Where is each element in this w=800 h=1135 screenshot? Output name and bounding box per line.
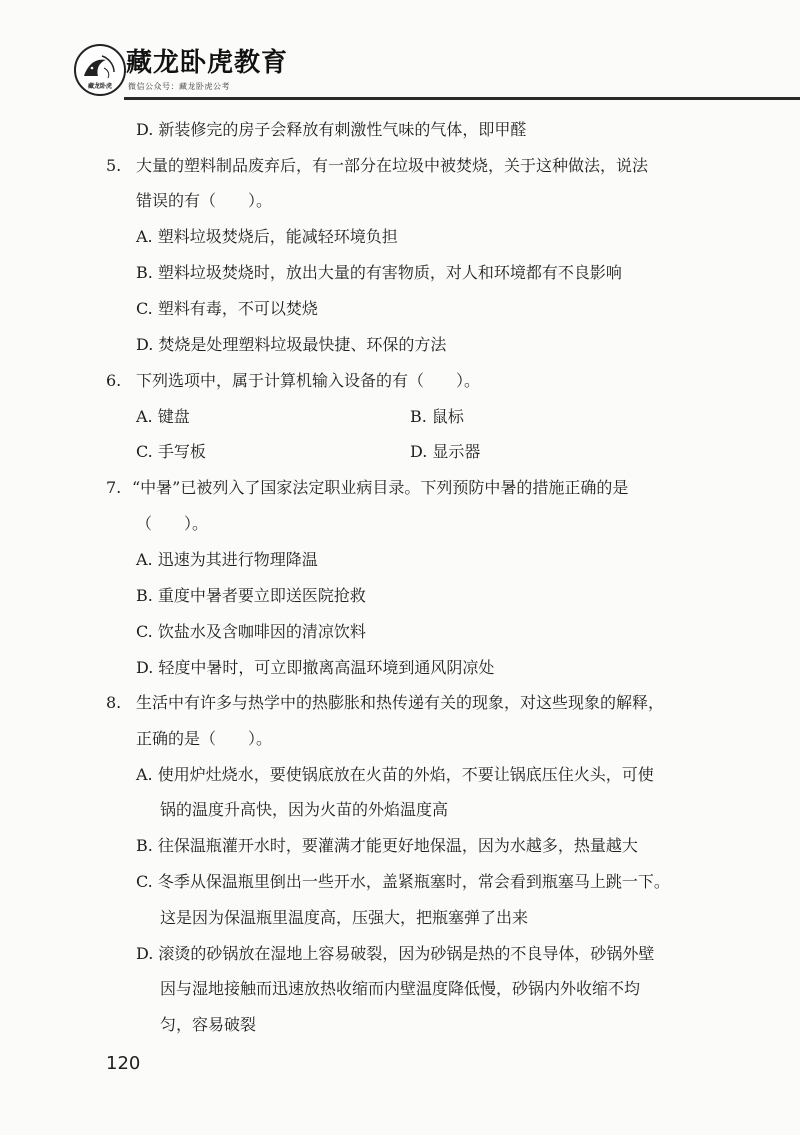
q6-number: 6. (106, 371, 122, 390)
q8-stem-line-2: 正确的是（ ）。 (136, 729, 273, 748)
q6-stem-line-1: 下列选项中，属于计算机输入设备的有（ ）。 (136, 371, 481, 390)
q8-option-a-line-2: 锅的温度升高快，因为火苗的外焰温度高 (160, 800, 449, 819)
logo-text: 藏龙卧虎 (87, 83, 112, 90)
q8-option-c-line-2: 这是因为保温瓶里温度高，压强大，把瓶塞弹了出来 (160, 908, 529, 927)
q5-option-d: D. 焚烧是处理塑料垃圾最快捷、环保的方法 (136, 335, 447, 354)
q4-option-d: D. 新装修完的房子会释放有刺激性气味的气体，即甲醛 (136, 120, 527, 139)
q8-option-b: B. 往保温瓶灌开水时，要灌满才能更好地保温，因为水越多，热量越大 (136, 836, 638, 855)
q6-option-b: B. 鼠标 (410, 407, 464, 426)
q5-stem-line-1: 大量的塑料制品废弃后，有一部分在垃圾中被焚烧，关于这种做法，说法 (136, 156, 649, 175)
q8-number: 8. (106, 693, 122, 712)
brand-title: 藏龙卧虎教育 (126, 48, 289, 78)
page-number: 120 (106, 1053, 141, 1074)
q5-stem-line-2: 错误的有（ ）。 (136, 191, 273, 210)
q5-option-a: A. 塑料垃圾焚烧后，能减轻环境负担 (136, 227, 398, 246)
brand-logo (74, 44, 126, 96)
q6-option-a: A. 键盘 (136, 407, 190, 426)
page-header (0, 0, 800, 102)
q6-option-d: D. 显示器 (410, 442, 481, 461)
q5-option-c: C. 塑料有毒，不可以焚烧 (136, 299, 318, 318)
q8-option-a-line-1: A. 使用炉灶烧水，要使锅底放在火苗的外焰，不要让锅底压住火头，可使 (136, 765, 654, 784)
q5-number: 5. (106, 156, 122, 175)
q5-option-b: B. 塑料垃圾焚烧时，放出大量的有害物质，对人和环境都有不良影响 (136, 263, 622, 282)
header-divider (124, 97, 800, 100)
q7-option-d: D. 轻度中暑时，可立即撤离高温环境到通风阴凉处 (136, 658, 495, 677)
brand-subtitle: 微信公众号：藏龙卧虎公考 (128, 82, 230, 91)
q7-number: 7. (106, 478, 122, 497)
q7-stem-line-1: “中暑”已被列入了国家法定职业病目录。下列预防中暑的措施正确的是 (132, 478, 629, 497)
q8-stem-line-1: 生活中有许多与热学中的热膨胀和热传递有关的现象，对这些现象的解释， (136, 693, 665, 712)
q7-stem-line-2: （ ）。 (136, 514, 209, 533)
q7-option-c: C. 饮盐水及含咖啡因的清凉饮料 (136, 622, 366, 641)
q7-option-a: A. 迅速为其进行物理降温 (136, 550, 318, 569)
q8-option-d-line-1: D. 滚烫的砂锅放在湿地上容易破裂，因为砂锅是热的不良导体，砂锅外壁 (136, 944, 655, 963)
q8-option-d-line-2: 因与湿地接触而迅速放热收缩而内壁温度降低慢，砂锅内外收缩不均 (160, 979, 641, 998)
q8-option-d-line-3: 匀，容易破裂 (160, 1015, 257, 1034)
q6-option-c: C. 手写板 (136, 442, 206, 461)
q7-option-b: B. 重度中暑者要立即送医院抢救 (136, 586, 366, 605)
q8-option-c-line-1: C. 冬季从保温瓶里倒出一些开水，盖紧瓶塞时，常会看到瓶塞马上跳一下。 (136, 872, 670, 891)
